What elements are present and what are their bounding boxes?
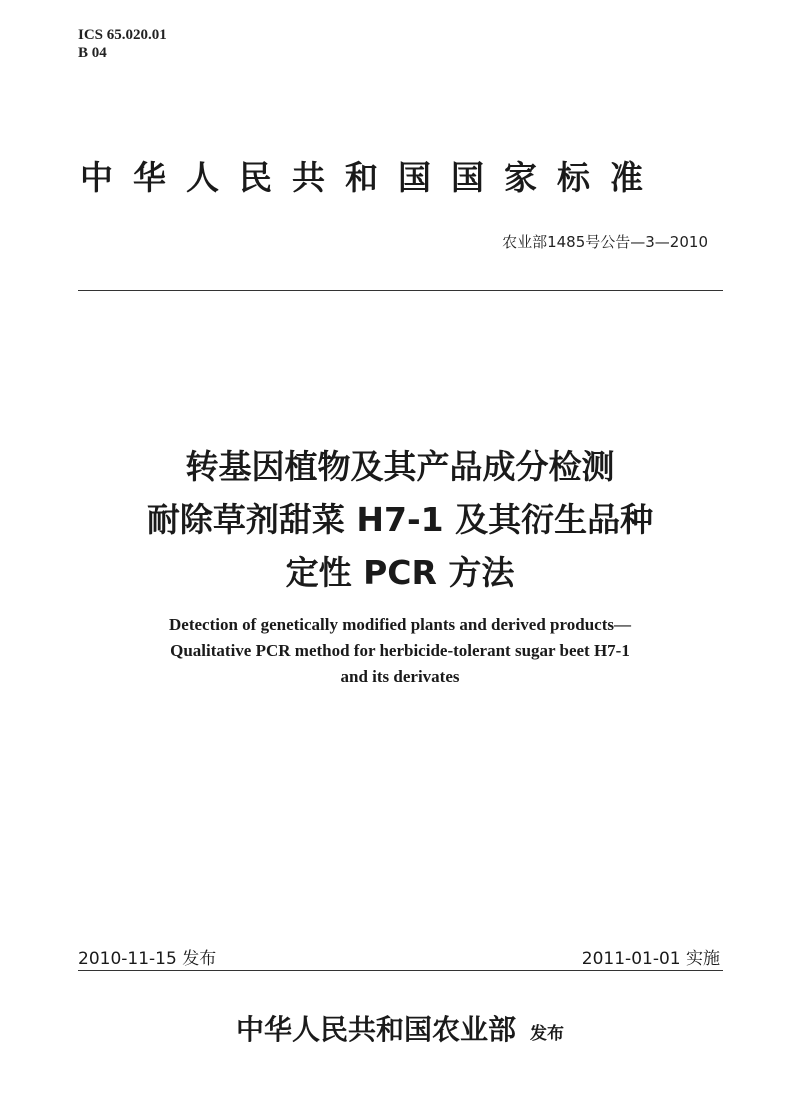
footer-divider <box>78 970 723 971</box>
chinese-title-line-2: 耐除草剂甜菜 H7-1 及其衍生品种 <box>146 500 654 539</box>
english-title-line-3: and its derivates <box>340 667 460 686</box>
chinese-title <box>0 440 800 599</box>
english-title-line-1: Detection of genetically modified plants and derived products— <box>169 615 631 634</box>
chinese-title-line-3: 定性 PCR 方法 <box>285 553 515 592</box>
publisher-name: 中华人民共和国农业部 <box>235 1013 516 1046</box>
header-divider <box>78 290 723 291</box>
publisher-action: 发布 <box>530 1024 564 1044</box>
chinese-title-line-1: 转基因植物及其产品成分检测 <box>185 447 615 486</box>
national-standard-title: 中华人民共和国国家标准 <box>80 158 663 197</box>
standard-number: 农业部1485号公告—3—2010 <box>502 233 708 251</box>
english-title <box>0 612 800 690</box>
publisher <box>0 1008 800 1048</box>
ccs-code: B 04 <box>78 45 107 61</box>
classification-codes <box>78 26 167 62</box>
issue-date: 2010-11-15 发布 <box>78 949 217 969</box>
implementation-date: 2011-01-01 实施 <box>581 949 720 969</box>
ics-code: ICS 65.020.01 <box>78 27 167 43</box>
english-title-line-2: Qualitative PCR method for herbicide-tolerant sugar beet H7-1 <box>170 641 630 660</box>
